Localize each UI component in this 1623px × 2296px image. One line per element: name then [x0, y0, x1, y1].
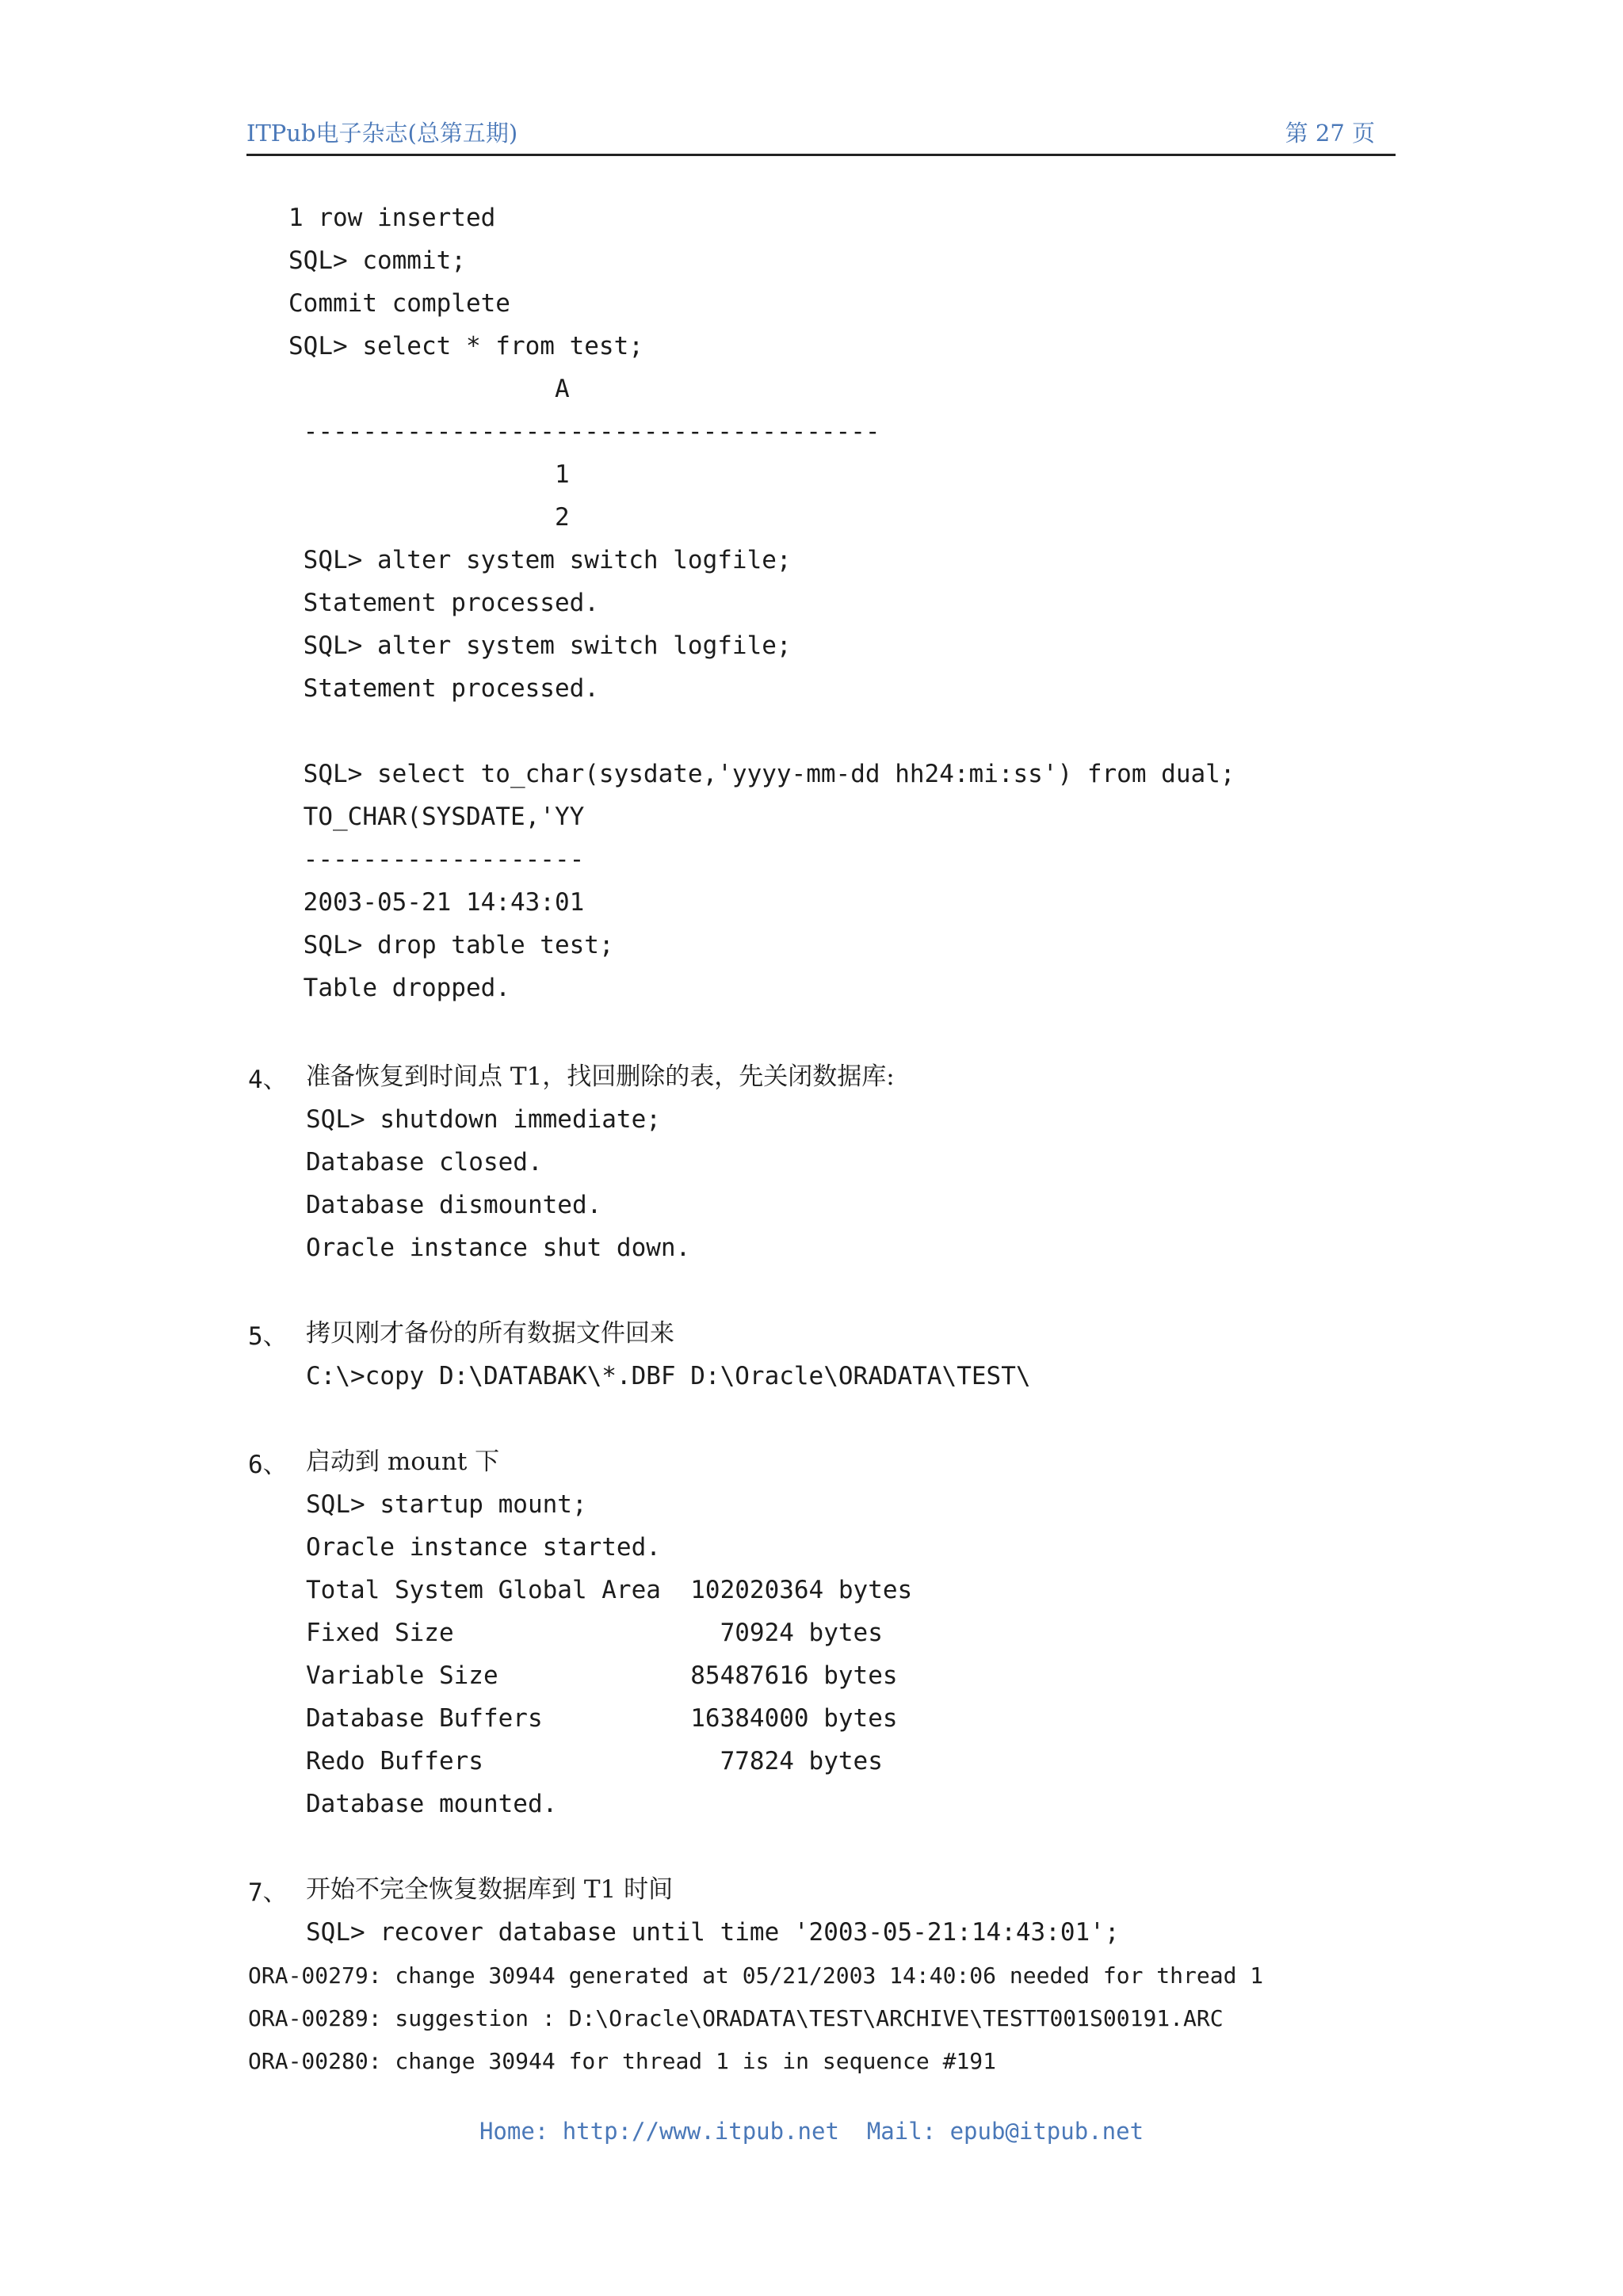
code-line: Database mounted. — [306, 1790, 558, 1818]
code-line: Statement processed. — [288, 674, 599, 703]
code-line: TO_CHAR(SYSDATE,'YY — [288, 803, 585, 831]
code-line: Redo Buffers 77824 bytes — [306, 1747, 883, 1775]
code-line: SQL> alter system switch logfile; — [288, 546, 792, 574]
ora-message: ORA-00289: suggestion : D:\Oracle\ORADATA\TEST\ARCHIVE\TESTT001S00191.ARC — [248, 2005, 1224, 2031]
code-line: Oracle instance started. — [306, 1533, 661, 1562]
code-line: Database Buffers 16384000 bytes — [306, 1704, 898, 1733]
code-line: Fixed Size 70924 bytes — [306, 1619, 883, 1647]
code-line: ------------------- — [288, 845, 585, 874]
code-line: SQL> shutdown immediate; — [306, 1105, 661, 1134]
step-title: 开始不完全恢复数据库到 T1 时间 — [306, 1875, 674, 1904]
code-line: SQL> drop table test; — [288, 931, 614, 959]
code-line: A — [288, 375, 570, 403]
code-line: SQL> recover database until time '2003-05-21:14:43:01'; — [306, 1918, 1120, 1947]
code-line: SQL> select to_char(sysdate,'yyyy-mm-dd hh24:mi:ss') from dual; — [288, 760, 1235, 788]
code-line: Statement processed. — [288, 589, 599, 617]
code-line: Database dismounted. — [306, 1191, 602, 1219]
ora-message: ORA-00279: change 30944 generated at 05/21/2003 14:40:06 needed for thread 1 — [248, 1962, 1264, 1989]
step-title: 准备恢复到时间点 T1，找回删除的表，先关闭数据库: — [306, 1062, 895, 1091]
step-title: 拷贝刚才备份的所有数据文件回来 — [306, 1319, 674, 1348]
ora-message: ORA-00280: change 30944 for thread 1 is in sequence #191 — [248, 2048, 997, 2074]
step-number: 6、 — [248, 1451, 288, 1479]
page-header — [246, 116, 1396, 156]
code-line: 2 — [288, 503, 570, 532]
code-line: Oracle instance shut down. — [306, 1234, 691, 1262]
page-footer: Home: http://www.itpub.net Mail: epub@itpub.net — [479, 2118, 1144, 2145]
step-number: 7、 — [248, 1878, 288, 1907]
code-line: Variable Size 85487616 bytes — [306, 1661, 898, 1690]
step-number: 4、 — [248, 1066, 288, 1094]
code-line: Commit complete — [288, 289, 510, 318]
step-title: 启动到 mount 下 — [306, 1447, 500, 1476]
code-line: Total System Global Area 102020364 bytes — [306, 1576, 913, 1604]
code-line: SQL> alter system switch logfile; — [288, 631, 792, 660]
code-line: 1 row inserted — [288, 204, 496, 232]
code-line: 1 — [288, 460, 570, 489]
code-line: Table dropped. — [288, 974, 510, 1002]
code-line: SQL> startup mount; — [306, 1490, 587, 1519]
journal-title: ITPub电子杂志(总第五期) — [246, 120, 518, 147]
code-line: --------------------------------------- — [288, 418, 880, 446]
step-number: 5、 — [248, 1322, 288, 1351]
page-number: 第 27 页 — [1285, 120, 1375, 147]
code-line: C:\>copy D:\DATABAK\*.DBF D:\Oracle\ORADATA\TEST\ — [306, 1362, 1031, 1390]
code-line: Database closed. — [306, 1148, 543, 1177]
code-line: SQL> select * from test; — [288, 332, 643, 360]
code-line: SQL> commit; — [288, 246, 466, 275]
code-line: 2003-05-21 14:43:01 — [288, 888, 585, 917]
